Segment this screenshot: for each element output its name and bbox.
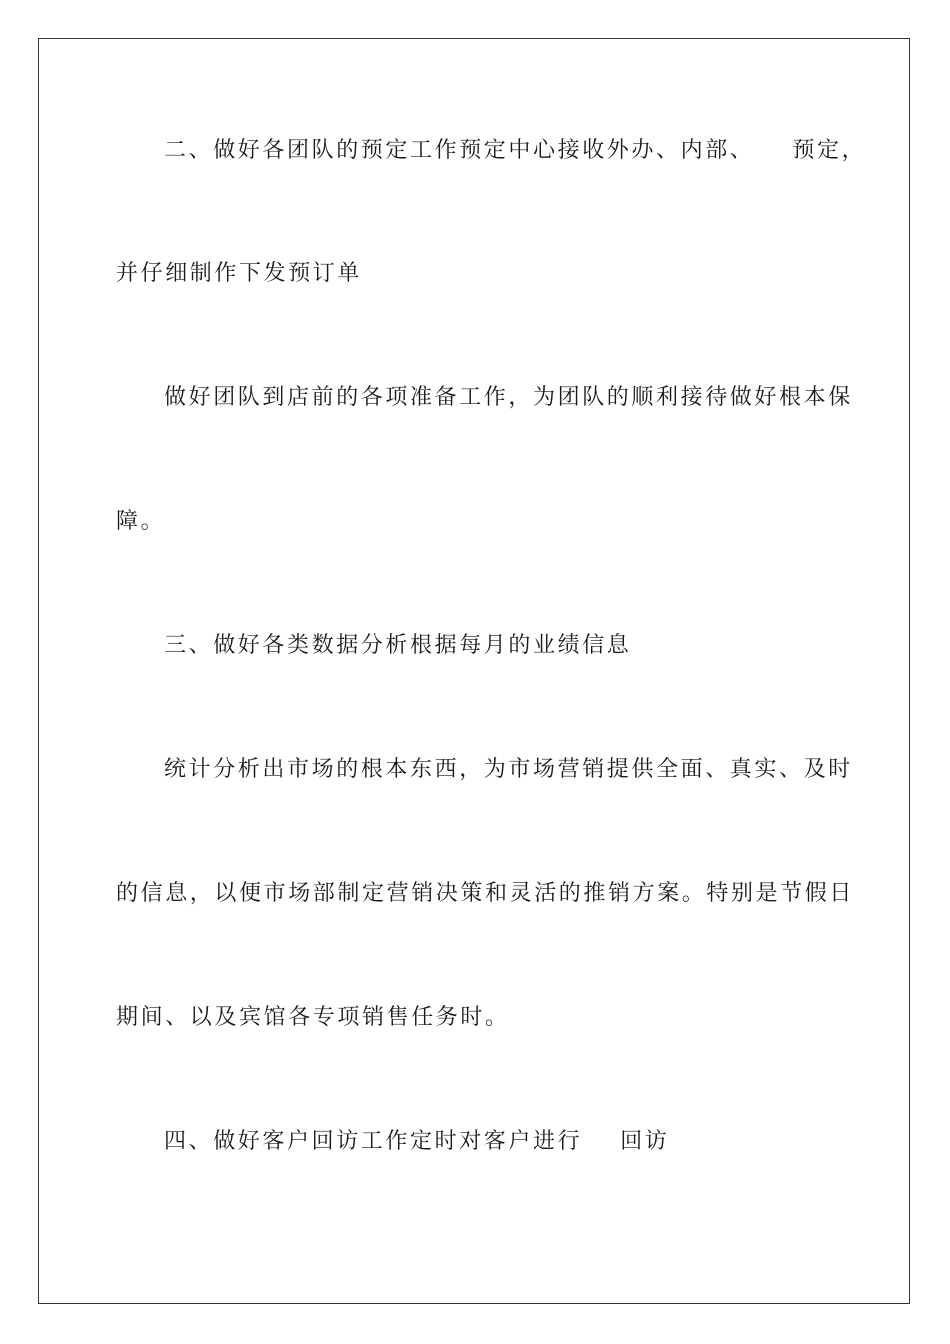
- paragraph-line: 障。: [116, 509, 166, 534]
- paragraph-line: 统计分析出市场的根本东西，为市场营销提供全面、真实、及时: [164, 757, 853, 782]
- page-border: [38, 38, 910, 1304]
- paragraph-line: 期间、以及宾馆各专项销售任务时。: [116, 1005, 510, 1030]
- line-text: 二、做好各团队的预定工作预定中心接收外办、内部、: [164, 138, 755, 163]
- line-text: 预定，: [792, 138, 867, 163]
- paragraph-line: 并仔细制作下发预订单: [116, 261, 363, 286]
- paragraph-line: 做好团队到店前的各项准备工作，为团队的顺利接待做好根本保: [164, 385, 853, 410]
- line-text: 四、做好客户回访工作定时对客户进行: [164, 1129, 583, 1154]
- paragraph-line: [164, 136, 904, 166]
- section-heading: [164, 1127, 904, 1157]
- section-heading: 三、做好各类数据分析根据每月的业绩信息: [164, 633, 632, 658]
- paragraph-line: 的信息，以便市场部制定营销决策和灵活的推销方案。特别是节假日: [116, 881, 855, 906]
- line-text: 回访: [620, 1129, 670, 1154]
